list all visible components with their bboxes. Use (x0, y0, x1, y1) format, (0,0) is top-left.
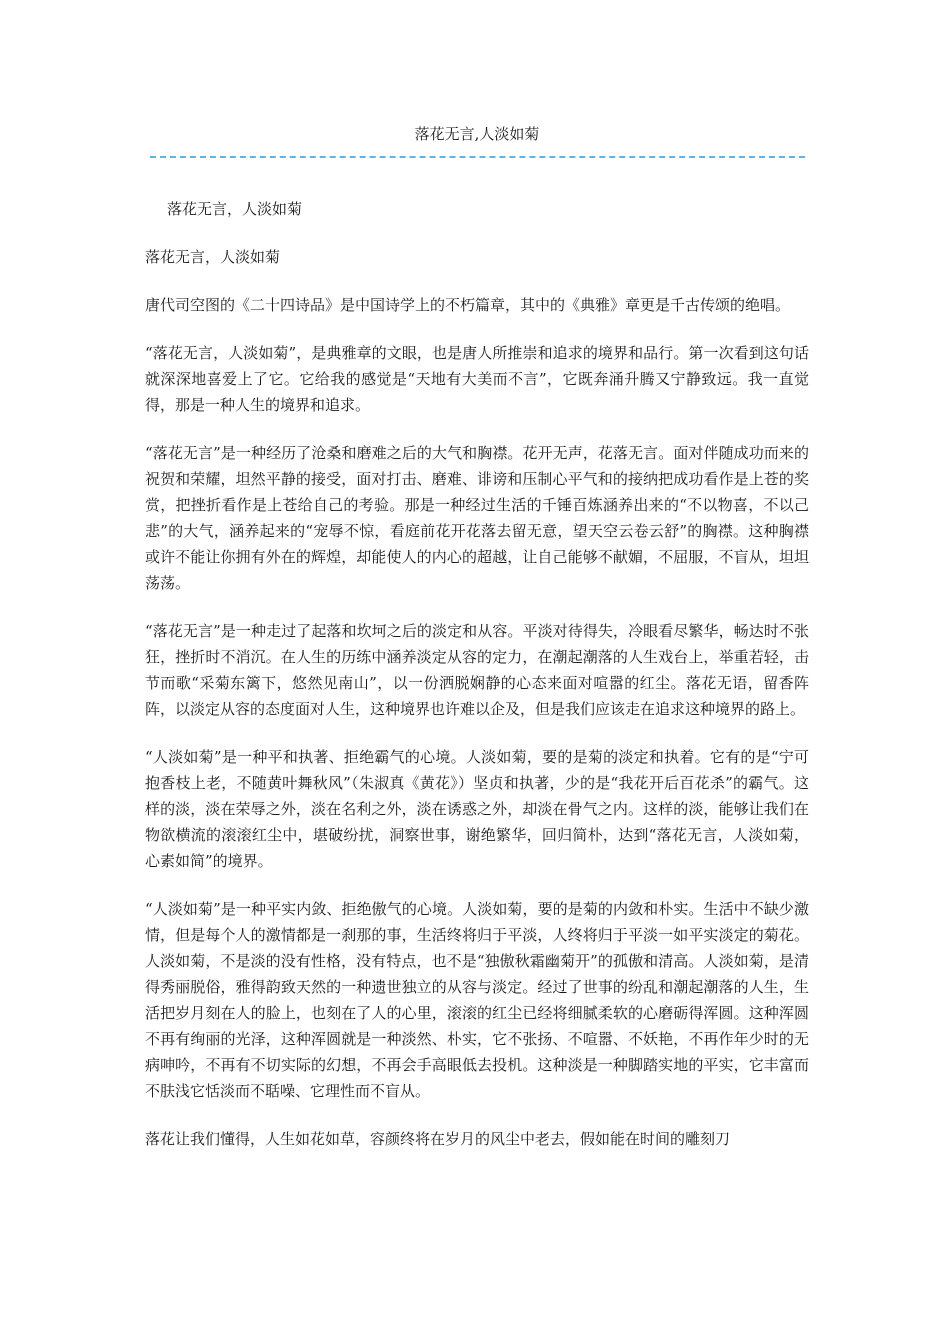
paragraph: “落花无言，人淡如菊”，是典雅章的文眼，也是唐人所推崇和追求的境界和品行。第一次看到这句话就深深地喜爱上了它。它给我的感觉是“天地有大美而不言”，它既奔涌升腾又宁静致远。我一直觉得，那是一种人生的境界和追求。 (145, 344, 809, 414)
paragraph-partial: 落花让我们懂得，人生如花如草，容颜终将在岁月的风尘中老去，假如能在时间的雕刻刀 (145, 1130, 731, 1148)
paragraph: “落花无言”是一种经历了沧桑和磨难之后的大气和胸襟。花开无声，花落无言。面对伴随成功而来的祝贺和荣耀，坦然平静的接受，面对打击、磨难、诽谤和压制心平气和的接纳把成功看作是上苍的奖赏，把挫折看作是上苍给自己的考验。那是一种经过生活的千锤百炼涵养出来的“不以物喜，不以己悲”的大气，涵养起来的“宠辱不惊，看庭前花开花落去留无意，望天空云卷云舒”的胸襟。这种胸襟或许不能让你拥有外在的辉煌，却能使人的内心的超越，让自己能够不献媚，不屈服，不盲从，坦坦荡荡。 (145, 444, 809, 592)
paragraph-intro: 唐代司空图的《二十四诗品》是中国诗学上的不朽篇章，其中的《典雅》章更是千古传颂的绝唱。 (145, 296, 791, 314)
document-title: 落花无言,人淡如菊 (414, 125, 540, 143)
paragraph: “落花无言”是一种走过了起落和坎坷之后的淡定和从容。平淡对待得失，冷眼看尽繁华，畅达时不张狂，挫折时不消沉。在人生的历练中涵养淡定从容的定力，在潮起潮落的人生戏台上，举重若轻，击节而歌“采菊东篱下，悠然见南山”，以一份洒脱娴静的心态来面对喧嚣的红尘。落花无语，留香阵阵，以淡定从容的态度面对人生，这种境界也许难以企及，但是我们应该走在追求这种境界的路上。 (145, 622, 809, 718)
paragraph: “人淡如菊”是一种平实内敛、拒绝傲气的心境。人淡如菊，要的是菊的内敛和朴实。生活中不缺少激情，但是每个人的激情都是一刹那的事，生活终将归于平淡，人终将归于平淡一如平实淡定的菊花。人淡如菊，不是淡的没有性格，没有特点，也不是“独傲秋霜幽菊开”的孤傲和清高。人淡如菊，是清得秀丽脱俗，雅得韵致天然的一种遗世独立的从容与淡定。经过了世事的纷乱和潮起潮落的人生，生活把岁月刻在人的脸上，也刻在了人的心里，滚滚的红尘已经将细腻柔软的心磨砺得浑圆。这种浑圆不再有绚丽的光泽，这种浑圆就是一种淡然、朴实，它不张扬、不喧嚣、不妖艳，不再作年少时的无病呻吟，不再有不切实际的幻想，不再会手高眼低去投机。这种淡是一种脚踏实地的平实，它丰富而不肤浅它恬淡而不聒噪、它理性而不盲从。 (145, 900, 809, 1100)
subtitle: 落花无言，人淡如菊 (145, 248, 281, 266)
document-body (145, 196, 809, 1174)
subtitle-indented: 落花无言，人淡如菊 (167, 200, 303, 218)
title-divider (150, 156, 805, 158)
paragraph: “人淡如菊”是一种平和执著、拒绝霸气的心境。人淡如菊，要的是菊的淡定和执着。它有的是“宁可抱香枝上老，不随黄叶舞秋风”（朱淑真《黄花》）坚贞和执著，少的是“我花开后百花杀”的霸气。这样的淡，淡在荣辱之外，淡在名利之外，淡在诱惑之外，却淡在骨气之内。这样的淡，能够让我们在物欲横流的滚滚红尘中，堪破纷扰，洞察世事，谢绝繁华，回归简朴，达到“落花无言，人淡如菊，心素如简”的境界。 (145, 748, 809, 870)
